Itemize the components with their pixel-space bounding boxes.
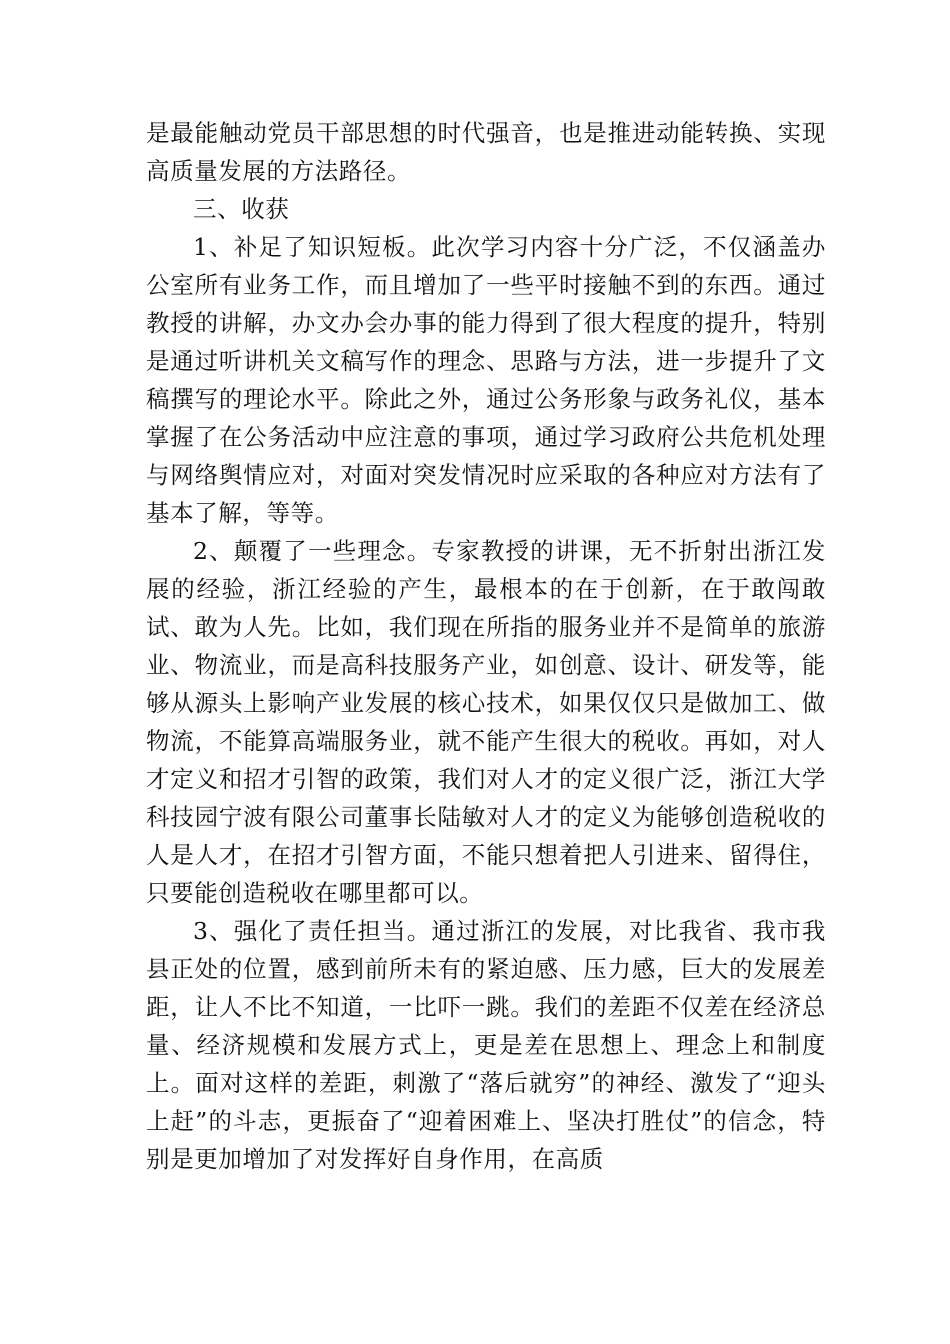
document-body <box>146 114 826 1178</box>
section-heading-harvest: 三、收获 <box>193 195 290 223</box>
paragraph-concepts: 2、颠覆了一些理念。专家教授的讲课，无不折射出浙江发展的经验，浙江经验的产生，最根本的在于创新，在于敢闯敢试、敢为人先。比如，我们现在所指的服务业并不是简单的旅游业、物流业，而是高科技服务产业，如创意、设计、研发等，能够从源头上影响产业发展的核心技术，如果仅仅只是做加工、做物流，不能算高端服务业，就不能产生很大的税收。再如，对人才定义和招才引智的政策，我们对人才的定义很广泛，浙江大学科技园宁波有限公司董事长陆敏对人才的定义为能够创造税收的人是人才，在招才引智方面，不能只想着把人引进来、留得住，只要能创造税收在哪里都可以。 <box>146 537 826 907</box>
paragraph-knowledge: 1、补足了知识短板。此次学习内容十分广泛，不仅涵盖办公室所有业务工作，而且增加了一些平时接触不到的东西。通过教授的讲解，办文办会办事的能力得到了很大程度的提升，特别是通过听讲机关文稿写作的理念、思路与方法，进一步提升了文稿撰写的理论水平。除此之外，通过公务形象与政务礼仪，基本掌握了在公务活动中应注意的事项，通过学习政府公共危机处理与网络舆情应对，对面对突发情况时应采取的各种应对方法有了基本了解，等等。 <box>146 233 826 527</box>
paragraph-continuation: 是最能触动党员干部思想的时代强音，也是推进动能转换、实现高质量发展的方法路径。 <box>146 119 826 185</box>
paragraph-responsibility: 3、强化了责任担当。通过浙江的发展，对比我省、我市我县正处的位置，感到前所未有的紧迫感、压力感，巨大的发展差距，让人不比不知道，一比吓一跳。我们的差距不仅差在经济总量、经济规模和发展方式上，更是差在思想上、理念上和制度上。面对这样的差距，刺激了“落后就穷”的神经、激发了“迎头上赶”的斗志，更振奋了“迎着困难上、坚决打胜仗”的信念，特别是更加增加了对发挥好自身作用，在高质 <box>146 917 826 1173</box>
